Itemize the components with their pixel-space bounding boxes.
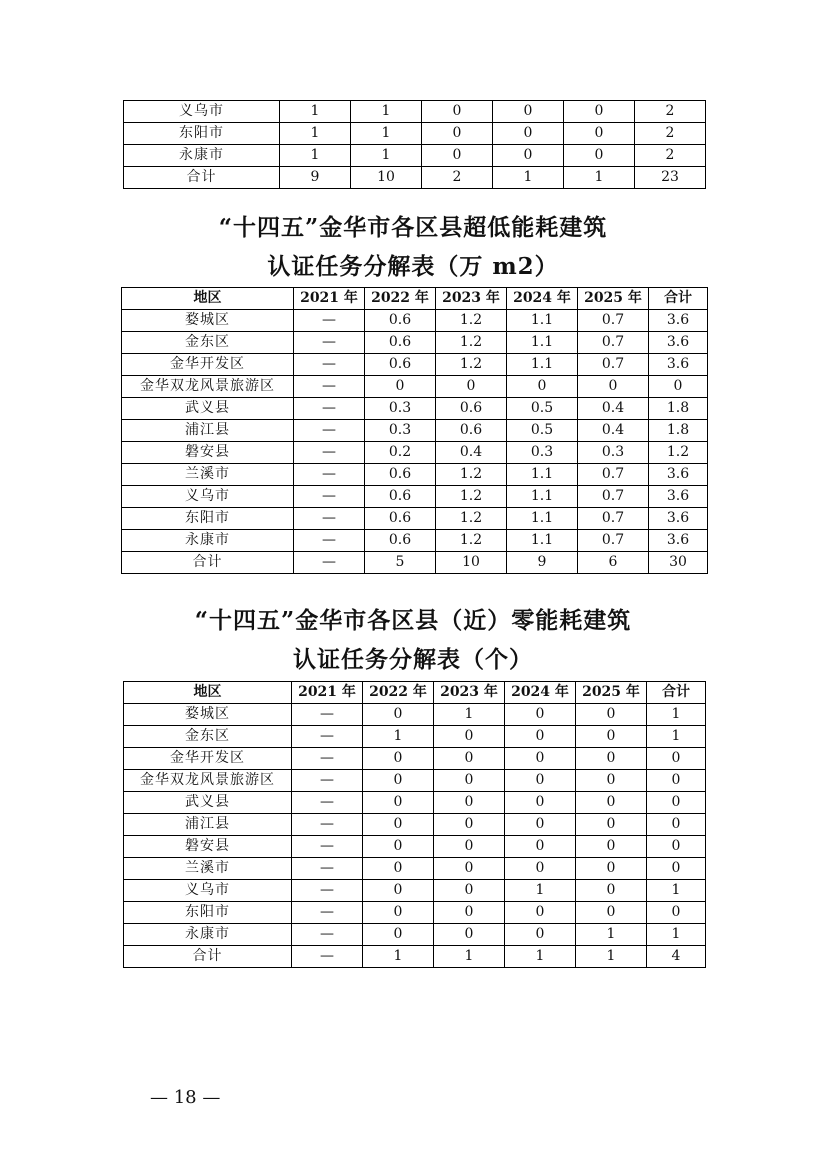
value-cell: — bbox=[294, 442, 365, 464]
value-cell: 0 bbox=[505, 748, 576, 770]
section1-title-line2: 认证任务分解表（万 m2） bbox=[267, 253, 559, 280]
region-cell: 兰溪市 bbox=[124, 858, 292, 880]
table-row bbox=[122, 332, 708, 354]
value-cell: — bbox=[292, 770, 363, 792]
header-cell: 2023 年 bbox=[434, 682, 505, 704]
table-row bbox=[122, 508, 708, 530]
value-cell: 1 bbox=[280, 101, 351, 123]
table-row bbox=[124, 792, 706, 814]
value-cell: 0.6 bbox=[365, 464, 436, 486]
table-row bbox=[122, 464, 708, 486]
value-cell: 23 bbox=[635, 167, 706, 189]
value-cell: — bbox=[294, 530, 365, 552]
value-cell: 0 bbox=[576, 704, 647, 726]
value-cell: — bbox=[294, 376, 365, 398]
value-cell: 0 bbox=[434, 836, 505, 858]
value-cell: 0 bbox=[434, 792, 505, 814]
value-cell: — bbox=[292, 814, 363, 836]
value-cell: 1 bbox=[647, 704, 706, 726]
value-cell: 0 bbox=[422, 123, 493, 145]
value-cell: 1 bbox=[647, 880, 706, 902]
table-row bbox=[124, 726, 706, 748]
header-cell: 2022 年 bbox=[363, 682, 434, 704]
value-cell: — bbox=[294, 332, 365, 354]
value-cell: 1.1 bbox=[507, 508, 578, 530]
value-cell: 0 bbox=[505, 924, 576, 946]
value-cell: 0 bbox=[647, 814, 706, 836]
table-row bbox=[124, 101, 706, 123]
value-cell: 0.3 bbox=[578, 442, 649, 464]
table-row bbox=[124, 145, 706, 167]
value-cell: 3.6 bbox=[649, 332, 708, 354]
value-cell: 3.6 bbox=[649, 486, 708, 508]
value-cell: 1 bbox=[351, 123, 422, 145]
value-cell: 0 bbox=[576, 770, 647, 792]
table-row bbox=[124, 924, 706, 946]
value-cell: — bbox=[294, 398, 365, 420]
table-row bbox=[122, 552, 708, 574]
value-cell: 30 bbox=[649, 552, 708, 574]
value-cell: 1 bbox=[434, 946, 505, 968]
value-cell: 0 bbox=[647, 792, 706, 814]
region-cell: 婺城区 bbox=[124, 704, 292, 726]
value-cell: — bbox=[292, 858, 363, 880]
value-cell: 0 bbox=[647, 858, 706, 880]
value-cell: 0 bbox=[649, 376, 708, 398]
table-row bbox=[122, 420, 708, 442]
value-cell: 1 bbox=[576, 924, 647, 946]
value-cell: — bbox=[292, 726, 363, 748]
value-cell: 0 bbox=[564, 123, 635, 145]
value-cell: — bbox=[292, 748, 363, 770]
value-cell: 0.3 bbox=[365, 420, 436, 442]
value-cell: 1.1 bbox=[507, 354, 578, 376]
value-cell: 0 bbox=[363, 880, 434, 902]
value-cell: 0.6 bbox=[436, 420, 507, 442]
value-cell: 1.1 bbox=[507, 310, 578, 332]
value-cell: 9 bbox=[280, 167, 351, 189]
region-cell: 兰溪市 bbox=[122, 464, 294, 486]
value-cell: 0.3 bbox=[507, 442, 578, 464]
value-cell: 0 bbox=[434, 858, 505, 880]
value-cell: 0 bbox=[422, 145, 493, 167]
region-cell: 金东区 bbox=[124, 726, 292, 748]
table-row bbox=[122, 442, 708, 464]
region-cell: 合计 bbox=[122, 552, 294, 574]
value-cell: 0 bbox=[505, 836, 576, 858]
value-cell: 1 bbox=[280, 123, 351, 145]
value-cell: 3.6 bbox=[649, 508, 708, 530]
value-cell: — bbox=[292, 880, 363, 902]
value-cell: 5 bbox=[365, 552, 436, 574]
value-cell: 1.2 bbox=[436, 332, 507, 354]
value-cell: 0 bbox=[505, 770, 576, 792]
value-cell: 1.1 bbox=[507, 530, 578, 552]
value-cell: 0 bbox=[647, 836, 706, 858]
value-cell: 0.7 bbox=[578, 464, 649, 486]
value-cell: 0 bbox=[363, 858, 434, 880]
region-cell: 东阳市 bbox=[124, 902, 292, 924]
value-cell: 0.4 bbox=[578, 420, 649, 442]
value-cell: 0 bbox=[434, 748, 505, 770]
header-cell: 2021 年 bbox=[292, 682, 363, 704]
value-cell: 1.8 bbox=[649, 398, 708, 420]
value-cell: 0 bbox=[647, 902, 706, 924]
value-cell: 1.2 bbox=[436, 530, 507, 552]
value-cell: 0.6 bbox=[365, 486, 436, 508]
value-cell: 0 bbox=[363, 924, 434, 946]
value-cell: 0 bbox=[505, 814, 576, 836]
value-cell: 0 bbox=[363, 902, 434, 924]
value-cell: 0 bbox=[434, 902, 505, 924]
value-cell: 0.5 bbox=[507, 420, 578, 442]
value-cell: 0 bbox=[507, 376, 578, 398]
value-cell: 0 bbox=[422, 101, 493, 123]
continued-table bbox=[123, 100, 706, 189]
value-cell: 1 bbox=[647, 726, 706, 748]
region-cell: 浦江县 bbox=[124, 814, 292, 836]
value-cell: — bbox=[294, 486, 365, 508]
value-cell: 0 bbox=[363, 814, 434, 836]
value-cell: 0 bbox=[436, 376, 507, 398]
value-cell: — bbox=[292, 902, 363, 924]
value-cell: 0.4 bbox=[578, 398, 649, 420]
region-cell: 武义县 bbox=[124, 792, 292, 814]
region-cell: 武义县 bbox=[122, 398, 294, 420]
table-row bbox=[124, 946, 706, 968]
value-cell: 1 bbox=[647, 924, 706, 946]
value-cell: 0 bbox=[576, 902, 647, 924]
value-cell: 0.6 bbox=[365, 530, 436, 552]
value-cell: 1 bbox=[505, 946, 576, 968]
value-cell: 0 bbox=[576, 836, 647, 858]
value-cell: 1.2 bbox=[436, 354, 507, 376]
value-cell: 0 bbox=[576, 880, 647, 902]
value-cell: 1 bbox=[280, 145, 351, 167]
value-cell: — bbox=[294, 354, 365, 376]
value-cell: 1.2 bbox=[436, 486, 507, 508]
header-cell: 2024 年 bbox=[505, 682, 576, 704]
value-cell: 1 bbox=[351, 145, 422, 167]
header-cell: 2021 年 bbox=[294, 288, 365, 310]
value-cell: 0.7 bbox=[578, 310, 649, 332]
value-cell: 0 bbox=[505, 792, 576, 814]
value-cell: 10 bbox=[436, 552, 507, 574]
region-cell: 合计 bbox=[124, 167, 280, 189]
region-cell: 义乌市 bbox=[124, 880, 292, 902]
value-cell: 0 bbox=[434, 924, 505, 946]
value-cell: 0 bbox=[576, 858, 647, 880]
value-cell: 0 bbox=[363, 748, 434, 770]
header-cell: 地区 bbox=[122, 288, 294, 310]
ultra-low-energy-table bbox=[121, 287, 708, 574]
table-row bbox=[124, 902, 706, 924]
value-cell: 0 bbox=[434, 770, 505, 792]
value-cell: 0 bbox=[576, 748, 647, 770]
value-cell: 0 bbox=[493, 101, 564, 123]
value-cell: 0 bbox=[363, 792, 434, 814]
value-cell: — bbox=[294, 310, 365, 332]
value-cell: 1.1 bbox=[507, 464, 578, 486]
value-cell: 0 bbox=[647, 770, 706, 792]
value-cell: 1.1 bbox=[507, 486, 578, 508]
value-cell: 0.6 bbox=[365, 332, 436, 354]
value-cell: 0.6 bbox=[365, 310, 436, 332]
value-cell: 0.6 bbox=[365, 508, 436, 530]
value-cell: — bbox=[292, 704, 363, 726]
value-cell: 0 bbox=[363, 770, 434, 792]
value-cell: 1 bbox=[564, 167, 635, 189]
value-cell: 0 bbox=[434, 726, 505, 748]
value-cell: — bbox=[294, 420, 365, 442]
value-cell: 1.2 bbox=[436, 310, 507, 332]
value-cell: 0 bbox=[647, 748, 706, 770]
value-cell: 0.7 bbox=[578, 354, 649, 376]
table-row bbox=[124, 123, 706, 145]
value-cell: 2 bbox=[635, 101, 706, 123]
table-row bbox=[124, 167, 706, 189]
table-row bbox=[122, 530, 708, 552]
region-cell: 永康市 bbox=[124, 924, 292, 946]
value-cell: 2 bbox=[635, 123, 706, 145]
value-cell: 0.7 bbox=[578, 530, 649, 552]
value-cell: 1.2 bbox=[436, 464, 507, 486]
value-cell: 0.6 bbox=[436, 398, 507, 420]
value-cell: 0 bbox=[493, 123, 564, 145]
value-cell: 0 bbox=[505, 858, 576, 880]
section2-title-line2: 认证任务分解表（个） bbox=[293, 646, 533, 673]
value-cell: 0.7 bbox=[578, 508, 649, 530]
value-cell: — bbox=[292, 946, 363, 968]
value-cell: 0 bbox=[505, 704, 576, 726]
value-cell: 1.8 bbox=[649, 420, 708, 442]
value-cell: 0 bbox=[576, 792, 647, 814]
value-cell: 0.6 bbox=[365, 354, 436, 376]
region-cell: 东阳市 bbox=[122, 508, 294, 530]
value-cell: — bbox=[294, 508, 365, 530]
section1-title-line1: “十四五”金华市各区县超低能耗建筑 bbox=[218, 214, 608, 241]
table-row bbox=[124, 814, 706, 836]
region-cell: 永康市 bbox=[124, 145, 280, 167]
value-cell: 0.7 bbox=[578, 486, 649, 508]
region-cell: 金东区 bbox=[122, 332, 294, 354]
header-cell: 地区 bbox=[124, 682, 292, 704]
header-cell: 合计 bbox=[649, 288, 708, 310]
value-cell: 3.6 bbox=[649, 464, 708, 486]
value-cell: 1 bbox=[363, 946, 434, 968]
region-cell: 婺城区 bbox=[122, 310, 294, 332]
value-cell: 1 bbox=[493, 167, 564, 189]
value-cell: 1.2 bbox=[649, 442, 708, 464]
value-cell: 0 bbox=[578, 376, 649, 398]
header-cell: 2025 年 bbox=[578, 288, 649, 310]
value-cell: 1 bbox=[351, 101, 422, 123]
region-cell: 金华双龙风景旅游区 bbox=[124, 770, 292, 792]
region-cell: 义乌市 bbox=[124, 101, 280, 123]
value-cell: 0.5 bbox=[507, 398, 578, 420]
value-cell: 3.6 bbox=[649, 530, 708, 552]
value-cell: 0 bbox=[434, 814, 505, 836]
value-cell: 0 bbox=[363, 704, 434, 726]
table-row bbox=[124, 748, 706, 770]
header-cell: 2022 年 bbox=[365, 288, 436, 310]
value-cell: — bbox=[292, 924, 363, 946]
value-cell: — bbox=[292, 836, 363, 858]
value-cell: 0.7 bbox=[578, 332, 649, 354]
value-cell: 0 bbox=[365, 376, 436, 398]
header-cell: 2025 年 bbox=[576, 682, 647, 704]
near-zero-energy-table bbox=[123, 681, 706, 968]
table-row bbox=[122, 310, 708, 332]
region-cell: 磐安县 bbox=[124, 836, 292, 858]
value-cell: 9 bbox=[507, 552, 578, 574]
region-cell: 金华开发区 bbox=[124, 748, 292, 770]
table-row bbox=[122, 376, 708, 398]
value-cell: 0 bbox=[434, 880, 505, 902]
value-cell: 2 bbox=[422, 167, 493, 189]
table-row bbox=[124, 836, 706, 858]
table-row bbox=[124, 858, 706, 880]
value-cell: 0 bbox=[564, 145, 635, 167]
value-cell: 3.6 bbox=[649, 310, 708, 332]
table-row bbox=[122, 486, 708, 508]
value-cell: 1 bbox=[576, 946, 647, 968]
page-number: — 18 — bbox=[150, 1087, 221, 1108]
value-cell: — bbox=[294, 464, 365, 486]
value-cell: 1 bbox=[434, 704, 505, 726]
value-cell: — bbox=[292, 792, 363, 814]
region-cell: 东阳市 bbox=[124, 123, 280, 145]
region-cell: 金华开发区 bbox=[122, 354, 294, 376]
value-cell: 6 bbox=[578, 552, 649, 574]
region-cell: 磐安县 bbox=[122, 442, 294, 464]
value-cell: 10 bbox=[351, 167, 422, 189]
value-cell: 0 bbox=[564, 101, 635, 123]
value-cell: 1 bbox=[505, 880, 576, 902]
table-row bbox=[122, 398, 708, 420]
value-cell: 2 bbox=[635, 145, 706, 167]
table-row bbox=[124, 704, 706, 726]
value-cell: 0.4 bbox=[436, 442, 507, 464]
value-cell: 1.1 bbox=[507, 332, 578, 354]
value-cell: 0.2 bbox=[365, 442, 436, 464]
table-row bbox=[124, 880, 706, 902]
header-cell: 2024 年 bbox=[507, 288, 578, 310]
value-cell: 0 bbox=[576, 726, 647, 748]
table-row bbox=[124, 770, 706, 792]
header-cell: 2023 年 bbox=[436, 288, 507, 310]
value-cell: 0 bbox=[505, 902, 576, 924]
region-cell: 浦江县 bbox=[122, 420, 294, 442]
value-cell: 1 bbox=[363, 726, 434, 748]
region-cell: 金华双龙风景旅游区 bbox=[122, 376, 294, 398]
value-cell: 0 bbox=[493, 145, 564, 167]
value-cell: 0 bbox=[363, 836, 434, 858]
region-cell: 义乌市 bbox=[122, 486, 294, 508]
value-cell: 0 bbox=[576, 814, 647, 836]
section2-title-line1: “十四五”金华市各区县（近）零能耗建筑 bbox=[194, 607, 632, 634]
value-cell: 4 bbox=[647, 946, 706, 968]
value-cell: 0 bbox=[505, 726, 576, 748]
value-cell: 1.2 bbox=[436, 508, 507, 530]
header-cell: 合计 bbox=[647, 682, 706, 704]
value-cell: 0.3 bbox=[365, 398, 436, 420]
table-row bbox=[122, 354, 708, 376]
region-cell: 合计 bbox=[124, 946, 292, 968]
value-cell: — bbox=[294, 552, 365, 574]
value-cell: 3.6 bbox=[649, 354, 708, 376]
region-cell: 永康市 bbox=[122, 530, 294, 552]
